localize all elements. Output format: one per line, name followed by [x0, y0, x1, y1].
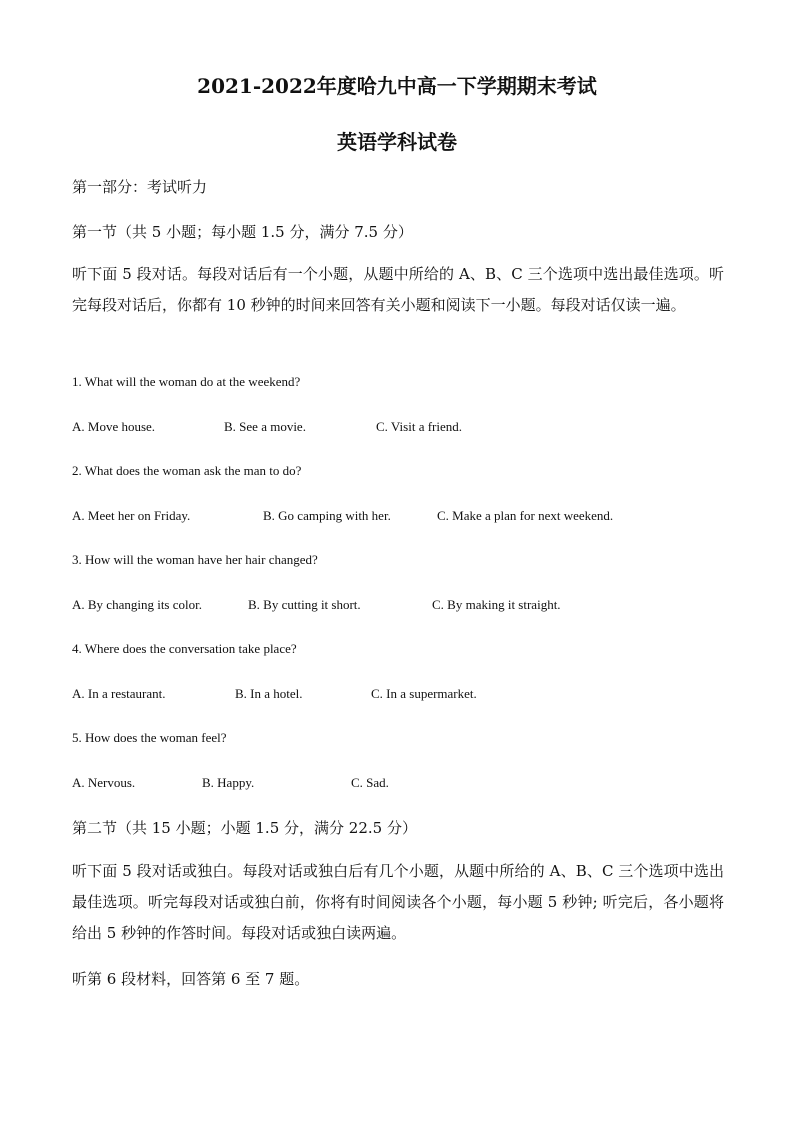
question-5-option-b: B. Happy. — [202, 775, 255, 790]
question-3-stem: 3. How will the woman have her hair changed? — [72, 552, 318, 567]
question-5-option-c: C. Sad. — [351, 775, 389, 790]
question-5-stem: 5. How does the woman feel? — [72, 730, 227, 745]
question-2-option-b: B. Go camping with her. — [263, 508, 391, 523]
question-2-option-c: C. Make a plan for next weekend. — [437, 508, 614, 523]
question-1-option-a: A. Move house. — [72, 419, 156, 434]
exam-subtitle: 英语学科试卷 — [337, 130, 457, 154]
section1-instructions: 听下面 5 段对话。每段对话后有一个小题，从题中所给的 A、B、C 三个选项中选出最佳选项。听完每段对话后，你都有 10 秒钟的时间来回答有关小题和阅读下一小题。每段对话仅读一遍。 — [72, 265, 724, 314]
section1-heading: 第一节（共 5 小题；每小题 1.5 分，满分 7.5 分） — [72, 223, 413, 241]
question-1-option-b: B. See a movie. — [224, 419, 306, 434]
question-1-option-c: C. Visit a friend. — [376, 419, 462, 434]
question-4-option-c: C. In a supermarket. — [371, 686, 477, 701]
section2-heading: 第二节（共 15 小题；小题 1.5 分，满分 22.5 分） — [72, 819, 417, 837]
exam-title: 2021-2022年度哈九中高一下学期期末考试 — [197, 74, 597, 98]
question-1-stem: 1. What will the woman do at the weekend? — [72, 374, 301, 389]
question-4-option-b: B. In a hotel. — [235, 686, 303, 701]
question-2-stem: 2. What does the woman ask the man to do? — [72, 463, 302, 478]
part1-heading: 第一部分：考试听力 — [72, 178, 208, 196]
question-2-option-a: A. Meet her on Friday. — [72, 508, 191, 523]
material-6-instruction: 听第 6 段材料，回答第 6 至 7 题。 — [72, 970, 310, 988]
question-4-stem: 4. Where does the conversation take place? — [72, 641, 297, 656]
question-5-option-a: A. Nervous. — [72, 775, 136, 790]
question-3-option-a: A. By changing its color. — [72, 597, 202, 612]
question-4-option-a: A. In a restaurant. — [72, 686, 166, 701]
section2-instructions: 听下面 5 段对话或独白。每段对话或独白后有几个小题，从题中所给的 A、B、C 三个选项中选出最佳选项。听完每段对话或独白前，你将有时间阅读各个小题，每小题 5 秒钟; 听完后，各小题将给出 5 秒钟的作答时间。每段对话或独白读两遍。 — [72, 862, 724, 942]
question-3-option-b: B. By cutting it short. — [248, 597, 361, 612]
question-3-option-c: C. By making it straight. — [432, 597, 561, 612]
